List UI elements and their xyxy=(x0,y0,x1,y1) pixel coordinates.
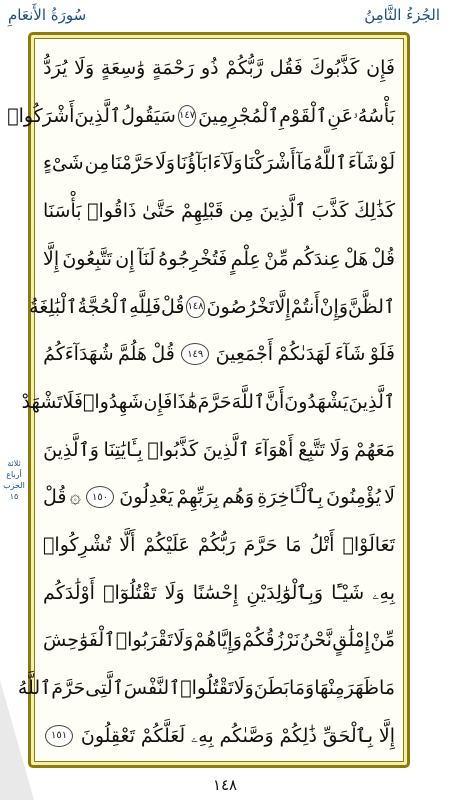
quran-word: رَبُّكُمْ xyxy=(197,534,236,556)
quran-line xyxy=(43,570,395,616)
quran-word: أَنتُمْ xyxy=(290,295,320,318)
quran-word: كَذَّبَ xyxy=(311,200,349,223)
quran-word: كَذَّبُوكَ xyxy=(309,57,360,79)
hizb-quarter-label: ثلاثة أرباع xyxy=(6,459,22,479)
quran-word: هَلُمَّ xyxy=(118,343,147,366)
quran-word: مِّنْ xyxy=(264,247,289,270)
quran-word: أَنَّ xyxy=(265,390,285,413)
quran-word: بِـَٔايَٰتِنَا xyxy=(103,438,143,461)
quran-word: وَبِٱلْوَٰلِدَيْنِ xyxy=(246,581,324,604)
quran-word: وَلَا xyxy=(173,629,194,652)
quran-word: كَذَٰلِكَ xyxy=(354,200,395,223)
quran-word: ٱلَّتِى xyxy=(85,677,124,700)
quran-word: حَرَّمَ xyxy=(197,390,232,413)
quran-word: ٱلَّذِينَ xyxy=(202,438,250,461)
quran-word: لَعَلَّكُمْ xyxy=(140,724,186,747)
quran-word: ذُو xyxy=(200,57,219,79)
quran-word: بِٱلْحَقِّ xyxy=(322,724,374,747)
quran-word: تَشْهَدْ xyxy=(21,390,63,413)
quran-line xyxy=(43,140,395,186)
quran-word: قُلْ xyxy=(151,343,175,366)
quran-word: بَأْسُهُۥ xyxy=(353,104,395,127)
quran-word: شَآءَ xyxy=(347,152,379,175)
ayah-number-marker: ١٥١ xyxy=(45,725,73,747)
quran-word: أَشْرَكُوا۟ xyxy=(7,104,75,127)
quran-word: فَإِن xyxy=(366,57,395,79)
quran-line xyxy=(43,713,395,759)
quran-word: بَأْسَنَا xyxy=(43,200,82,223)
quran-word: كَذَّبُوا۟ xyxy=(147,438,199,461)
quran-line xyxy=(43,188,395,234)
quran-word: وَلَا xyxy=(155,152,176,175)
quran-word: إِمْلَٰقٍ xyxy=(332,629,370,652)
quran-word: ٱللَّهُ xyxy=(313,152,347,175)
quran-word: بَطَنَ xyxy=(253,677,290,700)
quran-word: مَا xyxy=(379,677,395,700)
quran-word: لَا xyxy=(384,486,395,509)
ayah-number-marker: ١٤٩ xyxy=(181,343,209,365)
quran-word: تَتَّبِعْ xyxy=(298,438,325,461)
quran-word: حَرَّمْنَا xyxy=(110,152,155,175)
quran-word: إِلَّا xyxy=(43,247,60,270)
quran-word: فَقُل xyxy=(269,57,303,79)
quran-word: ذَٰلِكُمْ xyxy=(279,724,317,747)
quran-word: ٱللَّهُ xyxy=(17,677,52,700)
quran-word: لَهَدَىٰكُمْ xyxy=(277,343,331,366)
quran-word: قُلْ xyxy=(371,247,395,270)
ayah-number-marker: ١٤٧ xyxy=(178,105,196,127)
quran-word: ٱلَّذِينَ xyxy=(348,390,395,413)
juz-name-header: الجُزءُ الثَّامِنُ xyxy=(364,6,440,24)
quran-word: تَقْتُلُوٓا۟ xyxy=(103,581,157,604)
quran-word: مِنْهَا xyxy=(314,677,345,700)
quran-word: ءَابَآؤُنَا xyxy=(176,152,222,175)
quran-word: ۞ xyxy=(69,486,81,509)
quran-word: تَتَّبِعُونَ xyxy=(62,247,113,270)
quran-word: ٱلْحُجَّةُ xyxy=(77,295,130,318)
hizb-number: ١٥ xyxy=(9,492,19,501)
quran-word: تَقْتُلُوا۟ xyxy=(180,677,234,700)
quran-word: إِحْسَٰنًا xyxy=(192,581,239,604)
quran-word: يَعْدِلُونَ xyxy=(119,486,174,509)
quran-word: تَخْرُصُونَ xyxy=(206,295,275,318)
quran-word: رَحْمَةٍ xyxy=(152,57,195,79)
quran-word: مِن xyxy=(229,200,254,223)
quran-line xyxy=(29,284,395,330)
quran-word: شَىْءٍ xyxy=(43,152,84,175)
quran-word: هَلْ xyxy=(343,247,369,270)
quran-line xyxy=(43,522,395,568)
quran-word: ذَاقُوا۟ xyxy=(87,200,137,223)
quran-word: وَلَا xyxy=(329,438,350,461)
quran-line xyxy=(7,93,395,139)
quran-word: لَنَآ xyxy=(137,247,156,270)
quran-word: شَيْـًٔا xyxy=(331,581,365,604)
quran-word: سَيَقُولُ xyxy=(121,104,176,127)
quran-word: هَٰذَا xyxy=(172,390,198,413)
quran-word: وَلَا xyxy=(164,581,185,604)
quran-word: بِهِۦ xyxy=(191,724,214,747)
quran-word: ظَهَرَ xyxy=(344,677,380,700)
hizb-quarter-marker xyxy=(0,458,28,502)
quran-word: حَتَّىٰ xyxy=(142,200,176,223)
quran-word: وَٱلَّذِينَ xyxy=(43,438,99,461)
quran-word: فَإِن xyxy=(143,390,173,413)
hizb-label: الحزب xyxy=(3,481,25,490)
quran-word: فَلَا xyxy=(62,390,83,413)
page-number: ١٤٨ xyxy=(212,776,238,794)
quran-word: بِٱلْـَٔاخِرَةِ xyxy=(257,486,323,509)
quran-word: مِّنْ xyxy=(370,629,395,652)
quran-word: عَنِ xyxy=(327,104,354,127)
quran-word: أَشْرَكْنَا xyxy=(243,152,296,175)
quran-word: ٱلَّذِينَ xyxy=(259,200,307,223)
quran-word: تَقْرَبُوا۟ xyxy=(115,629,173,652)
quran-word: مَآ xyxy=(296,152,313,175)
quran-line xyxy=(43,331,395,377)
quran-word: شَهِدُوا۟ xyxy=(82,390,144,413)
quran-line xyxy=(43,617,395,663)
quran-line xyxy=(43,427,395,473)
quran-word: ٱلظَّنَّ xyxy=(348,295,395,318)
quran-word: فَتُخْرِجُوهُ xyxy=(158,247,228,270)
quran-word: حَرَّمَ xyxy=(243,534,278,556)
quran-word: وَإِنْ xyxy=(319,295,349,318)
quran-word: أَوْلَٰدَكُم xyxy=(43,581,95,604)
quran-word: لَوْ xyxy=(379,152,395,175)
quran-line xyxy=(43,474,395,520)
quran-word: وَلَا xyxy=(74,57,95,79)
quran-word: عَلَيْكُمْ xyxy=(143,534,190,556)
quran-word: وَلَآ xyxy=(222,152,243,175)
quran-word: عِلْمٍ xyxy=(230,247,261,270)
quran-word: مَا xyxy=(285,534,302,556)
quran-word: ٱلْمُجْرِمِينَ xyxy=(198,104,280,127)
quran-word: وَإِيَّاهُمْ xyxy=(193,629,242,652)
surah-name-header: سُورَةُ الأَنعَامِ xyxy=(8,6,87,24)
quran-line xyxy=(21,379,395,425)
quran-word: شُهَدَآءَكُمُ xyxy=(43,343,114,366)
quran-word: فَلَوْ xyxy=(369,343,395,366)
quran-word: قَبْلِهِمْ xyxy=(181,200,224,223)
quran-word: وَٰسِعَةٍ xyxy=(100,57,146,79)
quran-word: أَهْوَآءَ xyxy=(254,438,294,461)
quran-word: وَصَّىٰكُم xyxy=(219,724,274,747)
quran-word: إِلَّا xyxy=(378,724,395,747)
ayah-number-marker: ١٥٠ xyxy=(86,486,114,508)
quran-word: تَعَالَوْا۟ xyxy=(342,534,395,556)
quran-word: مِن xyxy=(84,152,110,175)
ayah-number-marker: ١٤٨ xyxy=(186,296,204,318)
quran-word: رَّبُّكُمْ xyxy=(225,57,263,79)
quran-word: تَعْقِلُونَ xyxy=(80,724,135,747)
quran-word: مَعَهُمْ xyxy=(354,438,395,461)
quran-word: يُؤْمِنُونَ xyxy=(326,486,381,509)
quran-word: يُرَدُّ xyxy=(43,57,68,79)
quran-word: بِهِۦ xyxy=(372,581,395,604)
quran-word: عِندَكُم xyxy=(291,247,341,270)
quran-word: ٱلنَّفْسَ xyxy=(123,677,181,700)
quran-word: ٱللَّهَ xyxy=(231,390,265,413)
quran-word: قُلْ xyxy=(43,486,67,509)
quran-word: أَجْمَعِينَ xyxy=(215,343,274,366)
quran-word: فَلِلَّهِ xyxy=(129,295,161,318)
quran-word: ٱلْقَوْمِ xyxy=(279,104,328,127)
quran-line xyxy=(43,236,395,282)
quran-word: قُلْ xyxy=(160,295,185,318)
quran-word: تُشْرِكُوا۟ xyxy=(43,534,112,556)
quran-line xyxy=(17,665,395,711)
quran-word: نَرْزُقُكُمْ xyxy=(242,629,300,652)
quran-word: وَهُم xyxy=(222,486,254,509)
quran-word: إِلَّا xyxy=(274,295,291,318)
quran-line xyxy=(43,45,395,91)
quran-word: نَّحْنُ xyxy=(299,629,332,652)
quran-word: ٱلْفَوَٰحِشَ xyxy=(43,629,116,652)
quran-word: أَتْلُ xyxy=(309,534,335,556)
quran-word: وَمَا xyxy=(289,677,315,700)
quran-word: شَآءَ xyxy=(334,343,366,366)
quran-word: أَلَّا xyxy=(119,534,136,556)
quran-word: ٱلْبَٰلِغَةُ xyxy=(29,295,78,318)
quran-word: ٱلَّذِينَ xyxy=(74,104,122,127)
quran-word: حَرَّمَ xyxy=(51,677,86,700)
quran-word: بِرَبِّهِمْ xyxy=(176,486,219,509)
quran-word: وَلَا xyxy=(233,677,254,700)
quran-word: إِن xyxy=(115,247,135,270)
quran-word: يَشْهَدُونَ xyxy=(284,390,349,413)
